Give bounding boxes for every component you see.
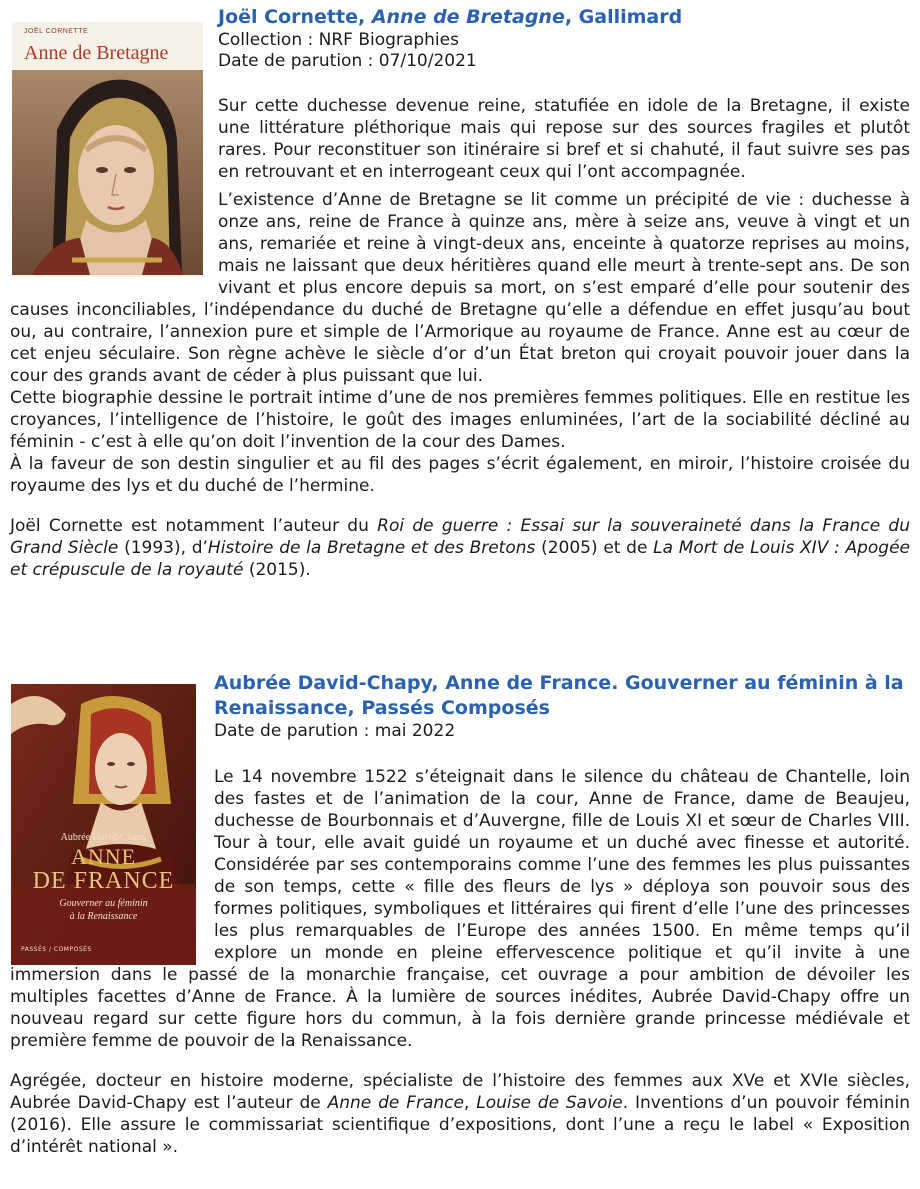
- cover-author: JOËL CORNETTE: [24, 28, 89, 35]
- cover-title: Anne de Bretagne: [24, 42, 169, 64]
- book1-collection: Collection : NRF Biographies: [218, 30, 459, 50]
- book1-summary-body: [10, 189, 910, 581]
- bio2-text-3: . Inventions d’un pouvoir féminin (2016). Elle assure le commissariat scientifique d’expositions, dont l’une a reçu le label « Exposition d’intérêt national ».: [10, 1093, 910, 1157]
- bio1-text-1: Joël Cornette est notamment l’auteur du: [10, 516, 378, 536]
- bio2-work-2: Louise de Savoie: [476, 1093, 623, 1113]
- cover-wrap-spacer: [10, 189, 218, 284]
- cover-subtitle-line-2: à la Renaissance: [69, 911, 138, 922]
- cover-wrap-spacer: [10, 766, 214, 964]
- book1-paragraph-1: Sur cette duchesse devenue reine, statufiée en idole de la Bretagne, il existe une littérature pléthorique mais qui repose sur des sources fragiles et plutôt rares. Pour reconstituer son itinéraire si bref et si chahuté, il faut suivre ses pas en retrouvant et en interrogeant ceux qui l’ont accompagnée.: [218, 96, 910, 182]
- cover-title-line-2: DE FRANCE: [32, 868, 175, 894]
- book1-paragraph-2: L’existence d’Anne de Bretagne se lit comme un précipité de vie : duchesse à onze ans, reine de France à quinze ans, mère à seize ans, veuve à vingt et un ans, remariée et reine à vingt-deux ans, enceinte à quatorze reprises au moins, mais ne laissant que deux héritières quand elle meurt à trente-sept ans. De son vivant et plus encore depuis sa mort, on s’est emparé d’elle pour soutenir des causes inconciliables, l’indépendance du duché de Bretagne qu’elle a défendue en effet jusqu’au bout ou, au contraire, l’annexion pure et simple de l’Armorique au royaume de France. Anne est au cœur de cet enjeu séculaire. Son règne achève le siècle d’or d’un État breton qui croyait pouvoir jouer dans la cour des grands avant de céder à plus puissant que lui.: [10, 190, 910, 386]
- book2-header: [214, 671, 910, 742]
- bio1-work-1: Roi de guerre : Essai sur la souveraineté dans la France du Grand Siècle: [10, 516, 910, 558]
- bio1-text-3: (2005) et de: [535, 538, 654, 558]
- book2-date: Date de parution : mai 2022: [214, 721, 456, 741]
- bio1-work-3: La Mort de Louis XIV : Apogée et crépuscule de la royauté: [10, 538, 910, 580]
- book1-summary-top: [218, 95, 910, 183]
- cover-publisher: PASSÉS / COMPOSÉS: [21, 946, 92, 953]
- book2-title: Aubrée David-Chapy, Anne de France. Gouverner au féminin à la Renaissance, Passés Composés: [214, 672, 904, 719]
- book1-header: [218, 5, 908, 72]
- book1-paragraph-4: À la faveur de son destin singulier et au fil des pages s’écrit également, en miroir, l’histoire croisée du royaume des lys et du duché de l’hermine.: [10, 454, 910, 496]
- book2-paragraph-1: Le 14 novembre 1522 s’éteignait dans le silence du château de Chantelle, loin des fastes et de l’animation de la cour, Anne de France, dame de Beaujeu, duchesse de Bourbonnais et d’Auvergne, fille de Louis XI et sœur de Charles VIII. Tour à tour, elle avait guidé un royaume et un duché avec finesse et autorité. Considérée par ses contemporains comme l’une des femmes les plus puissantes de son temps, cette « fille des fleurs de lys » déploya son pouvoir sous des formes politiques, symboliques et littéraires qui firent d’elle l’une des princesses les plus remarquables de l’Europe des années 1500. En même temps qu’il explore un monde en pleine effervescence politique et qu’il invite à une immersion dans le passé de la monarchie française, cet ouvrage a pour ambition de dévoiler les multiples facettes d’Anne de France. À la lumière de sources inédites, Aubrée David-Chapy offre un nouveau regard sur cette figure hors du commun, à la fois dernière grande princesse médiévale et première femme de pouvoir de la Renaissance.: [10, 767, 910, 1051]
- bio1-text-4: (2015).: [243, 560, 311, 580]
- bio2-text-2: ,: [463, 1093, 477, 1113]
- cover-subtitle-line-1: Gouverner au féminin: [59, 898, 148, 909]
- bio2-work-1: Anne de France: [327, 1093, 464, 1113]
- book1-paragraph-3: Cette biographie dessine le portrait intime d’une de nos premières femmes politiques. Elle en restitue les croyances, l’intelligence de l’histoire, le goût des images enluminées, l’art de la sociabilité décliné au féminin - c’est à elle qu’on doit l’invention de la cour des Dames.: [10, 388, 910, 452]
- book2-author-bio: [10, 1070, 910, 1158]
- book1-author-bio: [10, 515, 910, 581]
- cover-title-line-1: ANNE: [70, 844, 137, 869]
- book1-book-title: Anne de Bretagne: [371, 6, 565, 28]
- book1-publisher: , Gallimard: [564, 6, 683, 28]
- cover-author: Aubrée David-Chapy: [60, 832, 147, 843]
- bio1-text-2: (1993), d’: [118, 538, 208, 558]
- book1-date: Date de parution : 07/10/2021: [218, 51, 477, 71]
- bio2-text-1: Agrégée, docteur en histoire moderne, spécialiste de l’histoire des femmes aux XVe et XVIe siècles, Aubrée David-Chapy est l’auteur de: [10, 1071, 910, 1113]
- book1-author: Joël Cornette,: [218, 6, 372, 28]
- book2-summary-body: [10, 766, 910, 1158]
- bio1-work-2: Histoire de la Bretagne et des Bretons: [207, 538, 536, 558]
- book1-title: [218, 5, 908, 30]
